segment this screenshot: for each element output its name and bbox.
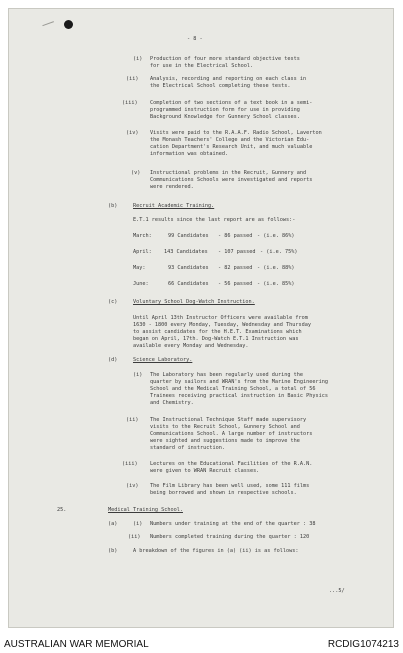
section-d-i-line: The Laboratory has been regularly used during the <box>150 372 304 378</box>
section-d-heading: Science Laboratory. <box>133 357 193 363</box>
section-b-marker: (b) <box>108 203 118 209</box>
section-25-b-marker: (b) <box>108 548 118 554</box>
section-d-iv-line: being borrowed and shown in respective schools. <box>150 490 297 496</box>
section-d-iv-marker: (iv) <box>126 483 139 489</box>
section-c-line: 1630 - 1800 every Monday, Tuesday, Wednesday and Thursday <box>133 322 312 328</box>
document-page <box>8 8 394 628</box>
section-25-a-i-marker: (i) <box>133 521 143 527</box>
section-d-ii-line: were sighted and suggestions made to improve the <box>150 438 300 444</box>
item-iv-line: cation Department's Research Unit, and much valuable <box>150 144 313 150</box>
section-25-a-marker: (a) <box>108 521 118 527</box>
section-d-ii-line: standard of instruction. <box>150 445 225 451</box>
item-iii-line: Completion of two sections of a text book in a semi- <box>150 100 313 106</box>
item-iii-line: Background Knowledge for Gunnery School classes. <box>150 114 300 120</box>
item-v-line: Communications Schools were investigated and reports <box>150 177 313 183</box>
result-percent: - (i.e. 75%) <box>260 249 298 255</box>
result-passed: - 82 passed <box>218 265 253 271</box>
section-d-i-line: Trainees receiving practical instruction in Basic Physics <box>150 393 329 399</box>
item-iii-line: programmed instruction form for use in providing <box>150 107 300 113</box>
section-d-iii-marker: (iii) <box>122 461 138 467</box>
section-c-line: to assist candidates for the H.E.T. Examinations which <box>133 329 302 335</box>
result-month: April: <box>133 249 152 255</box>
footer-id: RCDIG1074213 <box>327 639 399 650</box>
item-iv-line: the Monash Teachers' College and the Victorian Edu- <box>150 137 310 143</box>
result-percent: - (i.e. 85%) <box>257 281 295 287</box>
item-iv-line: Visits were paid to the R.A.A.F. Radio School, Laverton <box>150 130 322 136</box>
result-passed: - 107 passed <box>218 249 256 255</box>
result-candidates: 143 Candidates <box>164 249 208 255</box>
result-candidates: 99 Candidates <box>168 233 209 239</box>
punch-hole <box>64 20 73 29</box>
page-number: - 8 - <box>187 36 203 42</box>
pencil-mark <box>42 21 55 31</box>
result-month: June: <box>133 281 149 287</box>
item-i-marker: (i) <box>133 56 143 62</box>
section-d-iv-line: The Film Library has been well used, some 111 films <box>150 483 310 489</box>
section-c-marker: (c) <box>108 299 118 305</box>
section-c-line: Until April 13th Instructor Officers were available from <box>133 315 308 321</box>
item-ii-line: the Electrical School completing these tests. <box>150 83 291 89</box>
result-percent: - (i.e. 88%) <box>257 265 295 271</box>
section-d-marker: (d) <box>108 357 118 363</box>
section-d-i-line: quarter by sailors and WRAN's from the Marine Engineering <box>150 379 329 385</box>
section-25-a-ii-text: Numbers completed training during the quarter : 120 <box>150 534 310 540</box>
section-25-heading: Medical Training School. <box>108 507 183 513</box>
section-d-ii-line: visits to the Recruit School, Gunnery School and <box>150 424 300 430</box>
result-candidates: 66 Candidates <box>168 281 209 287</box>
result-candidates: 93 Candidates <box>168 265 209 271</box>
item-i-line: Production of four more standard objective tests <box>150 56 300 62</box>
section-b-heading: Recruit Academic Training. <box>133 203 215 209</box>
section-25-a-i-text: Numbers under training at the end of the quarter : 38 <box>150 521 316 527</box>
section-c-heading: Voluntary School Dog-Watch Instruction. <box>133 299 255 305</box>
item-i-line: for use in the Electrical School. <box>150 63 254 69</box>
section-d-iii-line: were given to WRAN Recruit classes. <box>150 468 260 474</box>
item-v-marker: (v) <box>131 170 141 176</box>
result-passed: - 56 passed <box>218 281 253 287</box>
section-c-line: available every Monday and Wednesday. <box>133 343 249 349</box>
result-percent: - (i.e. 86%) <box>257 233 295 239</box>
item-v-line: Instructional problems in the Recruit, Gunnery and <box>150 170 307 176</box>
section-d-i-line: and Chemistry. <box>150 400 194 406</box>
item-v-line: were rendered. <box>150 184 194 190</box>
section-25-a-ii-marker: (ii) <box>128 534 141 540</box>
section-d-i-marker: (i) <box>133 372 143 378</box>
footer-source: AUSTRALIAN WAR MEMORIAL <box>4 639 149 650</box>
section-25-number: 25. <box>57 507 67 513</box>
section-25-b-text: A breakdown of the figures in (a) (ii) is as follows: <box>133 548 299 554</box>
continuation-marker: ...5/ <box>329 588 345 594</box>
item-iv-line: information was obtained. <box>150 151 229 157</box>
section-d-ii-line: The Instructional Technique Staff made supervisory <box>150 417 307 423</box>
item-ii-line: Analysis, recording and reporting on each class in <box>150 76 307 82</box>
item-iii-marker: (iii) <box>122 100 138 106</box>
footer <box>0 630 403 653</box>
result-month: May: <box>133 265 146 271</box>
section-d-ii-line: Communications School. A large number of instructors <box>150 431 313 437</box>
section-d-iii-line: Lectures on the Educational Facilities of the R.A.N. <box>150 461 313 467</box>
item-iv-marker: (iv) <box>126 130 139 136</box>
result-month: March: <box>133 233 152 239</box>
section-c-line: began on April, 17th. Dog-Watch E.T.1 Instruction was <box>133 336 299 342</box>
item-ii-marker: (ii) <box>126 76 139 82</box>
section-d-ii-marker: (ii) <box>126 417 139 423</box>
result-passed: - 86 passed <box>218 233 253 239</box>
section-d-i-line: School and the Medical Training School, a total of 56 <box>150 386 316 392</box>
section-b-intro: E.T.1 results since the last report are as follows:- <box>133 217 296 223</box>
